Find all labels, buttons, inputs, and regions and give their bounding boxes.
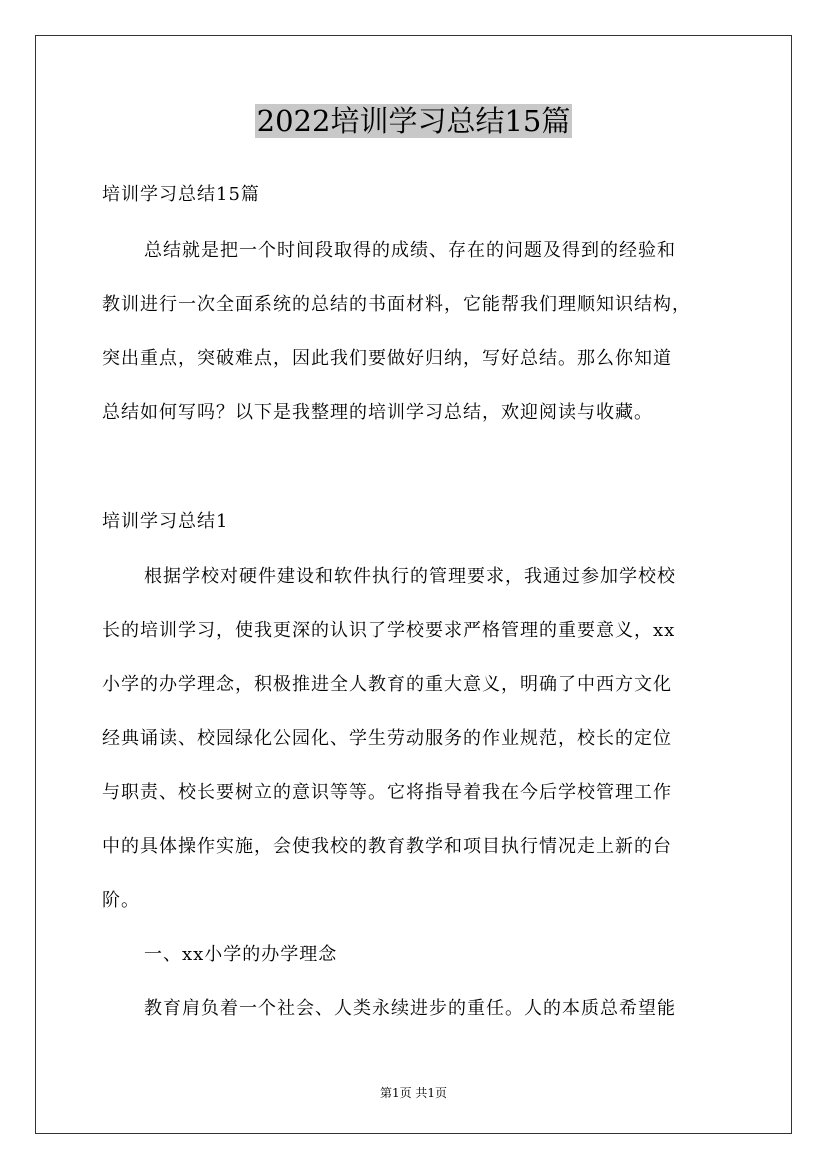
- intro-line: 突出重点，突破难点，因此我们要做好归纳，写好总结。那么你知道: [102, 348, 672, 369]
- body-line: 小学的办学理念，积极推进全人教育的重大意义，明确了中西方文化: [102, 674, 672, 695]
- body-line: 阶。: [102, 890, 140, 911]
- body-line: 教育肩负着一个社会、人类永续进步的重任。人的本质总希望能: [144, 998, 676, 1019]
- document-title-text: 2022培训学习总结15篇: [256, 104, 571, 138]
- body-line: 与职责、校长要树立的意识等等。它将指导着我在今后学校管理工作: [102, 782, 672, 803]
- subtitle: 培训学习总结15篇: [102, 184, 260, 205]
- body-line: 经典诵读、校园绿化公园化、学生劳动服务的作业规范，校长的定位: [102, 728, 672, 749]
- intro-line: 教训进行一次全面系统的总结的书面材料，它能帮我们理顺知识结构，: [102, 294, 691, 315]
- sub-heading: 一、xx小学的办学理念: [144, 944, 338, 965]
- body-line: 根据学校对硬件建设和软件执行的管理要求，我通过参加学校校: [144, 566, 676, 587]
- page-footer: 第1页 共1页: [379, 1086, 448, 1100]
- intro-line: 总结就是把一个时间段取得的成绩、存在的问题及得到的经验和: [144, 240, 676, 261]
- body-line: 中的具体操作实施，会使我校的教育教学和项目执行情况走上新的台: [102, 836, 672, 857]
- body-line: 长的培训学习，使我更深的认识了学校要求严格管理的重要意义，xx: [102, 620, 676, 641]
- section-heading: 培训学习总结1: [102, 511, 229, 532]
- document-title: [0, 99, 827, 143]
- intro-line: 总结如何写吗？以下是我整理的培训学习总结，欢迎阅读与收藏。: [102, 402, 653, 423]
